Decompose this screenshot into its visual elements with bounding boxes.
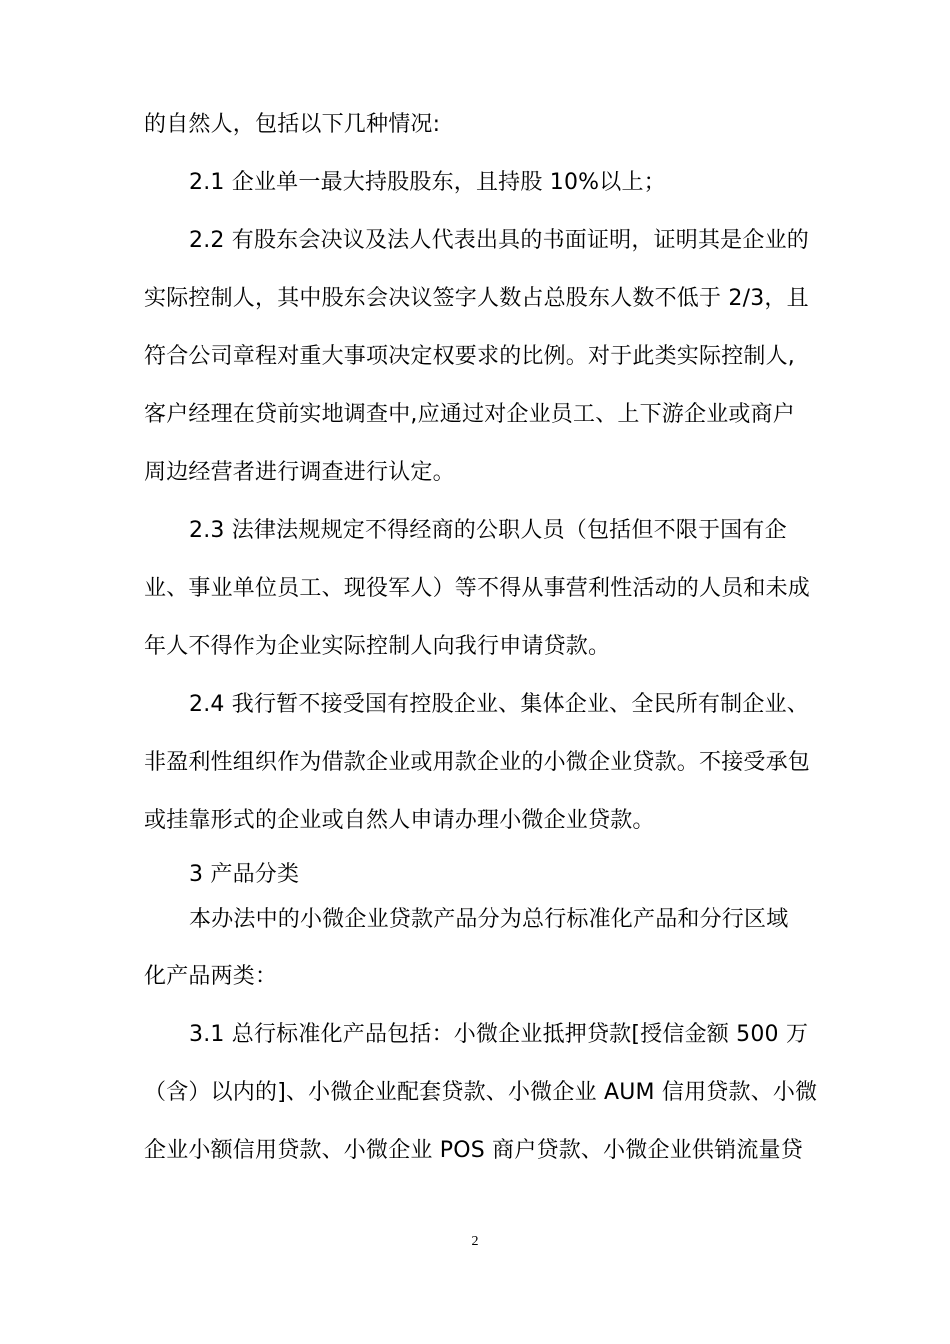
page-number: 2 <box>471 1234 479 1249</box>
text-line: 实际控制人，其中股东会决议签字人数占总股东人数不低于 2/3，且 <box>144 286 809 311</box>
text-line: 年人不得作为企业实际控制人向我行申请贷款。 <box>144 634 611 659</box>
text-line: 客户经理在贷前实地调查中,应通过对企业员工、上下游企业或商户 <box>144 402 795 427</box>
text-line: 企业小额信用贷款、小微企业 POS 商户贷款、小微企业供销流量贷 <box>144 1138 803 1163</box>
text-line: 本办法中的小微企业贷款产品分为总行标准化产品和分行区域 <box>189 907 789 932</box>
text-line: 2.4 我行暂不接受国有控股企业、集体企业、全民所有制企业、 <box>189 692 809 717</box>
text-line: 非盈利性组织作为借款企业或用款企业的小微企业贷款。不接受承包 <box>144 750 811 775</box>
text-line: 符合公司章程对重大事项决定权要求的比例。对于此类实际控制人, <box>144 344 795 369</box>
text-line: 业、事业单位员工、现役军人）等不得从事营利性活动的人员和未成 <box>144 576 811 601</box>
text-line: （含）以内的]、小微企业配套贷款、小微企业 AUM 信用贷款、小微 <box>144 1080 818 1105</box>
text-line: 2.3 法律法规规定不得经商的公职人员（包括但不限于国有企 <box>189 518 787 543</box>
section-heading: 3 产品分类 <box>189 862 300 887</box>
text-line: 或挂靠形式的企业或自然人申请办理小微企业贷款。 <box>144 808 655 833</box>
text-line: 2.2 有股东会决议及法人代表出具的书面证明，证明其是企业的 <box>189 228 809 253</box>
text-line: 3.1 总行标准化产品包括：小微企业抵押贷款[授信金额 500 万 <box>189 1022 809 1047</box>
text-line: 的自然人，包括以下几种情况: <box>144 112 441 137</box>
text-line: 2.1 企业单一最大持股股东，且持股 10%以上； <box>189 170 666 195</box>
text-line: 周边经营者进行调查进行认定。 <box>144 460 455 485</box>
text-line: 化产品两类： <box>144 964 278 989</box>
